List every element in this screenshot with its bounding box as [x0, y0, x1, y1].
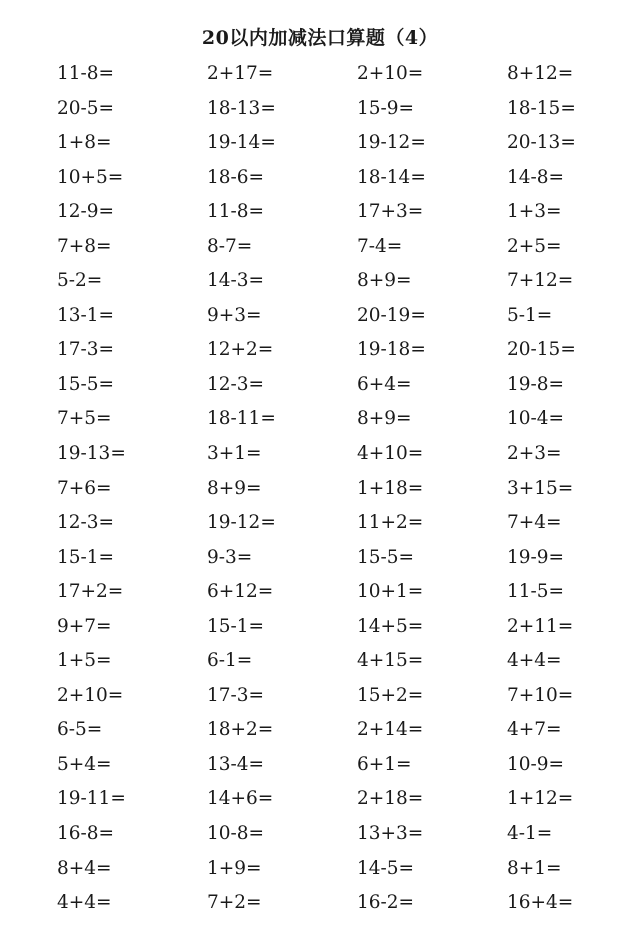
problem-row — [57, 544, 640, 579]
arithmetic-problem: 18+2= — [207, 719, 274, 741]
problem-row — [57, 336, 640, 371]
arithmetic-problem: 11-8= — [207, 201, 265, 223]
arithmetic-problem: 15-5= — [57, 373, 115, 395]
arithmetic-problem: 1+18= — [357, 477, 424, 499]
arithmetic-problem: 10+1= — [357, 581, 424, 603]
arithmetic-problem: 8+12= — [507, 63, 574, 84]
arithmetic-problem: 17-3= — [57, 339, 115, 361]
arithmetic-problem: 7+5= — [57, 408, 112, 430]
arithmetic-problem: 17+2= — [57, 581, 124, 603]
arithmetic-problem: 11+2= — [357, 512, 424, 534]
arithmetic-problem: 15-9= — [357, 97, 415, 119]
arithmetic-problem: 4+7= — [507, 719, 562, 741]
problem-row — [57, 164, 640, 199]
arithmetic-problem: 14-8= — [507, 166, 565, 188]
problem-row — [57, 820, 640, 855]
arithmetic-problem: 4-1= — [507, 823, 553, 845]
arithmetic-problem: 19-12= — [207, 512, 276, 534]
arithmetic-problem: 9+3= — [207, 304, 262, 326]
arithmetic-problem: 6+1= — [357, 753, 412, 775]
arithmetic-problem: 19-11= — [57, 788, 126, 810]
arithmetic-problem: 12-9= — [57, 201, 115, 223]
arithmetic-problem: 8+9= — [357, 270, 412, 292]
arithmetic-problem: 16+4= — [507, 892, 574, 914]
arithmetic-problem: 19-18= — [357, 339, 426, 361]
arithmetic-problem: 19-8= — [507, 373, 565, 395]
problem-grid — [57, 60, 640, 924]
arithmetic-problem: 1+8= — [57, 132, 112, 154]
arithmetic-problem: 2+17= — [207, 63, 274, 84]
problem-row — [57, 129, 640, 164]
arithmetic-problem: 2+3= — [507, 443, 562, 465]
arithmetic-problem: 18-14= — [357, 166, 426, 188]
arithmetic-problem: 7+10= — [507, 684, 574, 706]
arithmetic-problem: 2+10= — [57, 684, 124, 706]
problem-row — [57, 751, 640, 786]
problem-row — [57, 440, 640, 475]
arithmetic-problem: 8+4= — [57, 857, 112, 879]
problem-row — [57, 198, 640, 233]
arithmetic-problem: 6+4= — [357, 373, 412, 395]
problem-row — [57, 682, 640, 717]
arithmetic-problem: 4+4= — [57, 892, 112, 914]
arithmetic-problem: 4+15= — [357, 650, 424, 672]
arithmetic-problem: 6-1= — [207, 650, 253, 672]
arithmetic-problem: 14+5= — [357, 615, 424, 637]
arithmetic-problem: 14-5= — [357, 857, 415, 879]
arithmetic-problem: 2+14= — [357, 719, 424, 741]
problem-row — [57, 509, 640, 544]
arithmetic-problem: 7+2= — [207, 892, 262, 914]
arithmetic-problem: 10-9= — [507, 753, 565, 775]
arithmetic-problem: 19-14= — [207, 132, 276, 154]
arithmetic-problem: 1+3= — [507, 201, 562, 223]
arithmetic-problem: 19-13= — [57, 443, 126, 465]
problem-row — [57, 889, 640, 924]
arithmetic-problem: 18-15= — [507, 97, 576, 119]
arithmetic-problem: 20-15= — [507, 339, 576, 361]
arithmetic-problem: 2+10= — [357, 63, 424, 84]
arithmetic-problem: 7+8= — [57, 235, 112, 257]
arithmetic-problem: 7+4= — [507, 512, 562, 534]
problem-row — [57, 371, 640, 406]
worksheet-title: 20以内加减法口算题（4） — [201, 27, 439, 49]
arithmetic-problem: 8+1= — [507, 857, 562, 879]
arithmetic-problem: 20-19= — [357, 304, 426, 326]
arithmetic-problem: 12-3= — [207, 373, 265, 395]
arithmetic-problem: 3+15= — [507, 477, 574, 499]
problem-row — [57, 267, 640, 302]
arithmetic-problem: 1+5= — [57, 650, 112, 672]
arithmetic-problem: 8-7= — [207, 235, 253, 257]
arithmetic-problem: 3+1= — [207, 443, 262, 465]
problem-row — [57, 302, 640, 337]
arithmetic-problem: 18-11= — [207, 408, 276, 430]
problem-row — [57, 716, 640, 751]
arithmetic-problem: 13+3= — [357, 823, 424, 845]
problem-row — [57, 60, 640, 95]
arithmetic-problem: 4+10= — [357, 443, 424, 465]
arithmetic-problem: 9-3= — [207, 546, 253, 568]
arithmetic-problem: 13-4= — [207, 753, 265, 775]
arithmetic-problem: 2+11= — [507, 615, 574, 637]
arithmetic-problem: 9+7= — [57, 615, 112, 637]
arithmetic-problem: 15+2= — [357, 684, 424, 706]
arithmetic-problem: 20-5= — [57, 97, 115, 119]
arithmetic-problem: 7+6= — [57, 477, 112, 499]
arithmetic-problem: 5-2= — [57, 270, 103, 292]
arithmetic-problem: 12-3= — [57, 512, 115, 534]
arithmetic-problem: 8+9= — [207, 477, 262, 499]
problem-row — [57, 613, 640, 648]
problem-row — [57, 578, 640, 613]
arithmetic-problem: 20-13= — [507, 132, 576, 154]
problem-row — [57, 785, 640, 820]
arithmetic-problem: 5-1= — [507, 304, 553, 326]
arithmetic-problem: 11-8= — [57, 63, 115, 84]
problem-row — [57, 95, 640, 130]
arithmetic-problem: 2+5= — [507, 235, 562, 257]
arithmetic-problem: 15-1= — [57, 546, 115, 568]
arithmetic-problem: 17+3= — [357, 201, 424, 223]
problem-row — [57, 855, 640, 890]
arithmetic-problem: 15-1= — [207, 615, 265, 637]
arithmetic-problem: 15-5= — [357, 546, 415, 568]
problem-row — [57, 475, 640, 510]
arithmetic-problem: 19-9= — [507, 546, 565, 568]
arithmetic-problem: 2+18= — [357, 788, 424, 810]
arithmetic-problem: 12+2= — [207, 339, 274, 361]
arithmetic-problem: 6+12= — [207, 581, 274, 603]
arithmetic-problem: 7+12= — [507, 270, 574, 292]
problem-row — [57, 233, 640, 268]
problem-row — [57, 647, 640, 682]
arithmetic-problem: 11-5= — [507, 581, 565, 603]
arithmetic-problem: 8+9= — [357, 408, 412, 430]
arithmetic-problem: 4+4= — [507, 650, 562, 672]
arithmetic-problem: 5+4= — [57, 753, 112, 775]
arithmetic-problem: 1+12= — [507, 788, 574, 810]
arithmetic-problem: 17-3= — [207, 684, 265, 706]
arithmetic-problem: 10-4= — [507, 408, 565, 430]
arithmetic-problem: 14+6= — [207, 788, 274, 810]
arithmetic-problem: 1+9= — [207, 857, 262, 879]
arithmetic-problem: 19-12= — [357, 132, 426, 154]
arithmetic-problem: 13-1= — [57, 304, 115, 326]
arithmetic-problem: 10-8= — [207, 823, 265, 845]
arithmetic-problem: 18-6= — [207, 166, 265, 188]
problem-row — [57, 405, 640, 440]
arithmetic-problem: 14-3= — [207, 270, 265, 292]
arithmetic-problem: 7-4= — [357, 235, 403, 257]
arithmetic-problem: 18-13= — [207, 97, 276, 119]
arithmetic-problem: 16-8= — [57, 823, 115, 845]
arithmetic-problem: 6-5= — [57, 719, 103, 741]
arithmetic-problem: 10+5= — [57, 166, 124, 188]
arithmetic-problem: 16-2= — [357, 892, 415, 914]
